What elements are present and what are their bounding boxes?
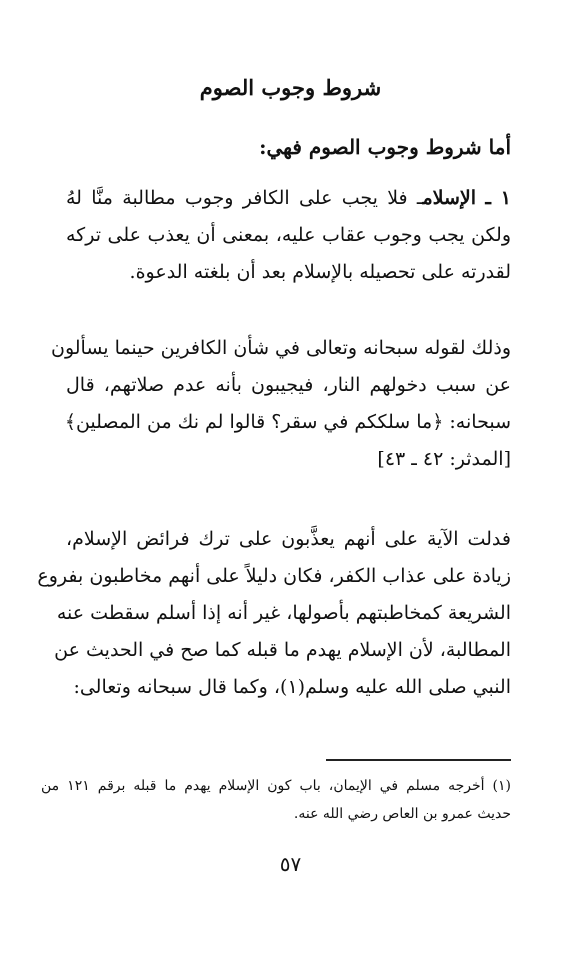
paragraph-line: لقدرته على تحصيله بالإسلام بعد أن بلغته الدعوة.	[129, 261, 511, 283]
footnote-line: حديث عمرو بن العاص رضي الله عنه.	[293, 806, 511, 822]
paragraph-conclusion	[37, 521, 511, 706]
section-title: شروط وجوب الصوم	[199, 75, 382, 100]
paragraph-line-text: ـ فلا يجب على الكافر وجوب مطالبة منَّا لهُ	[66, 187, 423, 209]
footnote	[41, 772, 511, 828]
footnote-line: (١) أخرجه مسلم في الإيمان، باب كون الإسلام يهدم ما قبله برقم ١٢١ من	[41, 778, 511, 794]
paragraph-line	[66, 180, 511, 217]
paragraph-line: ولكن يجب وجوب عقاب عليه، بمعنى أن يعذب على تركه	[66, 224, 511, 246]
condition-keyword: الإسلام	[422, 187, 477, 209]
paragraph-line: الشريعة كمخاطبتهم بأصولها، غير أنه إذا أسلم سقطت عنه	[56, 602, 511, 624]
paragraph-quran-evidence	[51, 330, 511, 478]
paragraph-line: فدلت الآية على أنهم يعذَّبون على ترك فرائض الإسلام،	[66, 528, 511, 550]
paragraph-line: وذلك لقوله سبحانه وتعالى في شأن الكافرين حينما يسألون	[51, 337, 511, 359]
paragraph-line: عن سبب دخولهم النار، فيجيبون بأنه عدم صلاتهم، قال	[66, 374, 511, 396]
verse-reference: [المدثر: ٤٢ ـ ٤٣]	[377, 448, 511, 470]
paragraph-line: سبحانه: ﴿ما سلككم في سقر؟ قالوا لم نك من المصلين﴾	[64, 411, 511, 433]
paragraph-islam-condition	[66, 180, 511, 291]
paragraph-line: النبي صلى الله عليه وسلم(١)، وكما قال سبحانه وتعالى:	[73, 676, 511, 698]
section-subtitle: أما شروط وجوب الصوم فهي:	[259, 135, 511, 159]
item-number: ١ ـ	[485, 187, 511, 209]
footnote-separator	[326, 759, 511, 761]
paragraph-line: المطالبة، لأن الإسلام يهدم ما قبله كما صح في الحديث عن	[54, 639, 511, 661]
page-number: ٥٧	[279, 852, 302, 876]
paragraph-line: زيادة على عذاب الكفر، فكان دليلاً على أنهم مخاطبون بفروع	[37, 565, 511, 587]
